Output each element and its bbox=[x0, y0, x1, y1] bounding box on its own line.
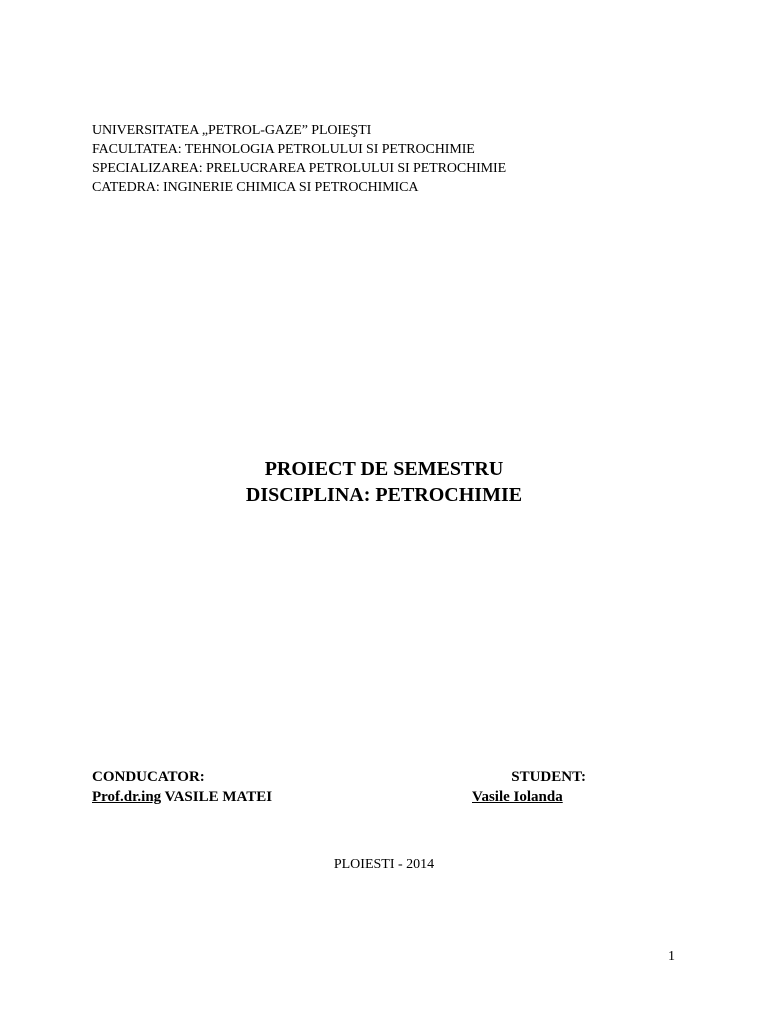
faculty-name: FACULTATEA: TEHNOLOGIA PETROLULUI SI PETROCHIMIE bbox=[92, 142, 475, 157]
conductor-name: VASILE MATEI bbox=[161, 789, 273, 805]
department-name: CATEDRA: INGINERIE CHIMICA SI PETROCHIMICA bbox=[92, 180, 419, 195]
conductor-academic-title: Prof.dr.ing bbox=[92, 789, 162, 805]
student-name: Vasile Iolanda bbox=[472, 789, 563, 805]
document-title bbox=[0, 456, 768, 508]
conductor-label: CONDUCATOR: bbox=[92, 769, 205, 785]
conductor-name-line bbox=[92, 787, 272, 807]
university-name: UNIVERSITATEA „PETROL-GAZE” PLOIEŞTI bbox=[92, 123, 372, 138]
student-label: STUDENT: bbox=[511, 769, 586, 785]
page-number: 1 bbox=[668, 949, 675, 964]
institution-header bbox=[92, 121, 506, 197]
title-line-project: PROIECT DE SEMESTRU bbox=[264, 458, 504, 480]
conductor-block bbox=[92, 767, 272, 807]
student-block bbox=[472, 767, 586, 807]
specialization-name: SPECIALIZAREA: PRELUCRAREA PETROLULUI SI PETROCHIMIE bbox=[92, 161, 507, 176]
city-year: PLOIESTI - 2014 bbox=[333, 857, 435, 872]
title-line-discipline: DISCIPLINA: PETROCHIMIE bbox=[245, 484, 523, 506]
